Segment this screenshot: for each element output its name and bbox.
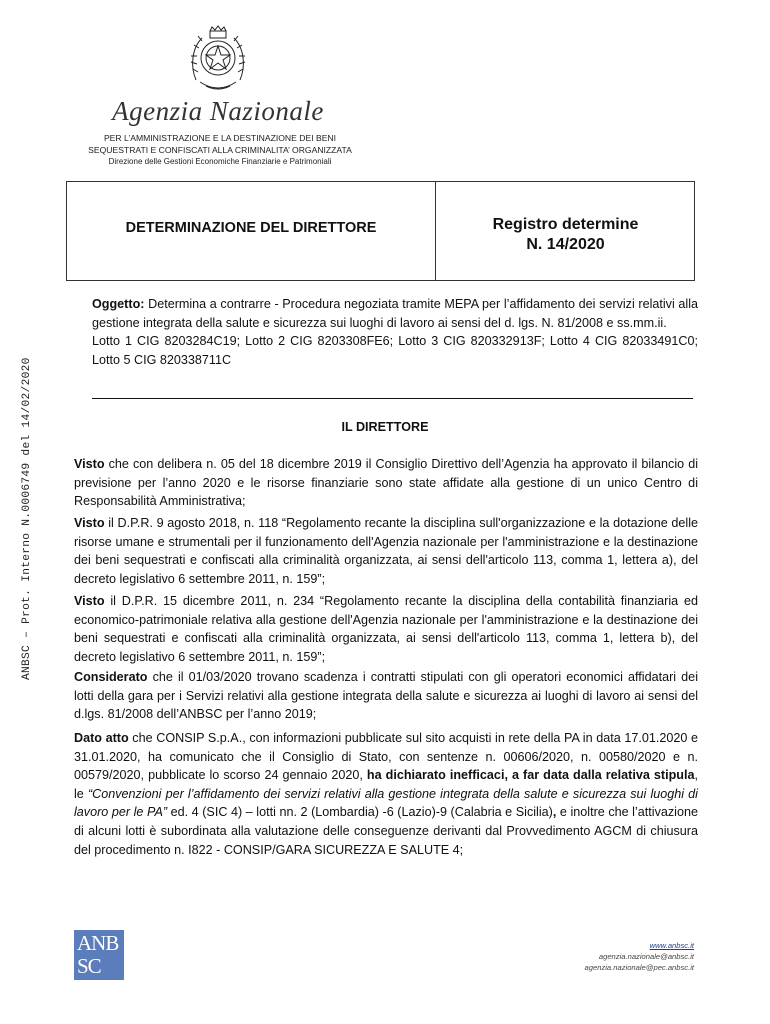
subject-label: Oggetto: xyxy=(92,297,145,311)
pec-address: agenzia.nazionale@pec.anbsc.it xyxy=(584,963,694,972)
paragraph-bold: ha dichiarato inefficaci, a far data dalla relativa stipula xyxy=(366,768,695,783)
paragraph-lead: Dato atto xyxy=(74,731,129,745)
subject-lots: Lotto 1 CIG 8203284C19; Lotto 2 CIG 8203308FE6; Lotto 3 CIG 820332913F; Lotto 4 CIG 82033491C0; Lotto 5 CIG 820338711C xyxy=(92,334,698,367)
paragraph-text: che il 01/03/2020 trovano scadenza i contratti stipulati con gli operatori economici affidatari dei lotti della gara per i Servizi relativi alla gestione integrata della salute e sicurezza ai luoghi di lavoro ai sensi del d.lgs. 81/2008 dell’ANBSC per l’anno 2019; xyxy=(74,670,698,722)
register-label: Registro determine xyxy=(492,216,639,233)
paragraph-lead: Considerato xyxy=(74,670,148,684)
anbsc-logo xyxy=(74,930,124,980)
paragraph-text: il D.P.R. 15 dicembre 2011, n. 234 “Regolamento recante la disciplina della contabilità finanziaria ed economico-patrimoniale relativa alla gestione dell'Agenzia nazionale per l'amministrazione e la destinazione dei beni sequestrati e confiscati alla criminalità organizzata, ai sensi dell'articolo 113, comma 1, lettera b), del decreto legislativo 6 settembre 2011, n. 159”; xyxy=(74,594,698,664)
email-address: agenzia.nazionale@anbsc.it xyxy=(598,952,694,961)
paragraph-italic: “Convenzioni per l’affidamento dei servizi relativi alla gestione integrata della salute e sicurezza sui luoghi di lavoro per le PA” xyxy=(74,786,698,820)
website-link[interactable]: www.anbsc.it xyxy=(649,941,694,950)
register-number xyxy=(436,215,695,255)
agency-subtitle-line-2: SEQUESTRATI E CONFISCATI ALLA CRIMINALITA’ ORGANIZZATA xyxy=(88,145,352,155)
paragraph-visto-1 xyxy=(74,455,698,511)
subject-text: Determina a contrarre - Procedura negoziata tramite MEPA per l’affidamento dei servizi relativi alla gestione integrata della salute e sicurezza sui luoghi di lavoro ai sensi del d. lgs. N. 81/2008 e ss.mm.ii. xyxy=(92,297,698,330)
document-type-title: DETERMINAZIONE DEL DIRETTORE xyxy=(125,220,377,236)
separator-line xyxy=(92,398,693,399)
italian-republic-emblem-icon xyxy=(186,22,250,100)
paragraph-text: , le xyxy=(74,768,699,801)
paragraph-text: ed. 4 (SIC 4) – lotti nn. 2 (Lombardia) -6 (Lazio)-9 (Calabria e Sicilia) xyxy=(167,805,553,820)
paragraph-lead: Visto xyxy=(74,457,105,471)
register-value: N. 14/2020 xyxy=(526,236,605,253)
paragraph-considerato xyxy=(74,668,698,724)
agency-title: Agenzia Nazionale xyxy=(112,96,324,126)
paragraph-text: il D.P.R. 9 agosto 2018, n. 118 “Regolamento recante la disciplina sull'organizzazione e la dotazione delle risorse umane e strumentali per il funzionamento dell'Agenzia nazionale per l'amministrazione e la destinazione dei beni sequestrati e confiscati alla criminalità organizzata, ai sensi dell'articolo 113, comma 1, lettera a), del decreto legislativo 6 settembre 2011, n. 159”; xyxy=(74,516,698,586)
agency-subtitle-line-1: PER L’AMMINISTRAZIONE E LA DESTINAZIONE DEI BENI xyxy=(103,133,337,143)
paragraph-text: che CONSIP S.p.A., con informazioni pubblicate sul sito acquisti in rete della PA in data 17.01.2020 e 31.01.2020, ha comunicato che il Consiglio di Stato, con sentenze n. 00606/2020, n. 00580/2020 e n. 00579/2020, pubblicate lo scorso 24 gennaio 2020, xyxy=(74,731,698,783)
logo-text-line-2: SC xyxy=(77,954,101,978)
subject-block xyxy=(92,295,698,369)
header-box xyxy=(66,181,695,281)
protocol-stamp: ANBSC – Prot. Interno N.0006749 del 14/02/2020 xyxy=(21,357,33,680)
paragraph-dato-atto xyxy=(74,729,698,859)
agency-department: Direzione delle Gestioni Economiche Finanziarie e Patrimoniali xyxy=(108,157,332,166)
section-heading: IL DIRETTORE xyxy=(341,420,429,434)
paragraph-bold: , xyxy=(552,805,557,820)
paragraph-visto-3 xyxy=(74,592,698,666)
paragraph-text: e inoltre che l’attivazione di alcuni lotti è subordinata alla valutazione delle conseguenze derivanti dal Provvedimento AGCM di chiusura del procedimento n. I822 - CONSIP/GARA SICUREZZA E SALUTE 4; xyxy=(74,805,698,857)
paragraph-lead: Visto xyxy=(74,594,105,608)
logo-text-line-1: ANB xyxy=(77,931,119,955)
paragraph-text: che con delibera n. 05 del 18 dicembre 2019 il Consiglio Direttivo dell’Agenzia ha approvato il bilancio di previsione per l’anno 2020 e le risorse finanziarie sono state affidate alla gestione di un unico Centro di Responsabilità Amministrativa; xyxy=(74,457,698,509)
paragraph-visto-2 xyxy=(74,514,698,588)
paragraph-lead: Visto xyxy=(74,516,105,530)
